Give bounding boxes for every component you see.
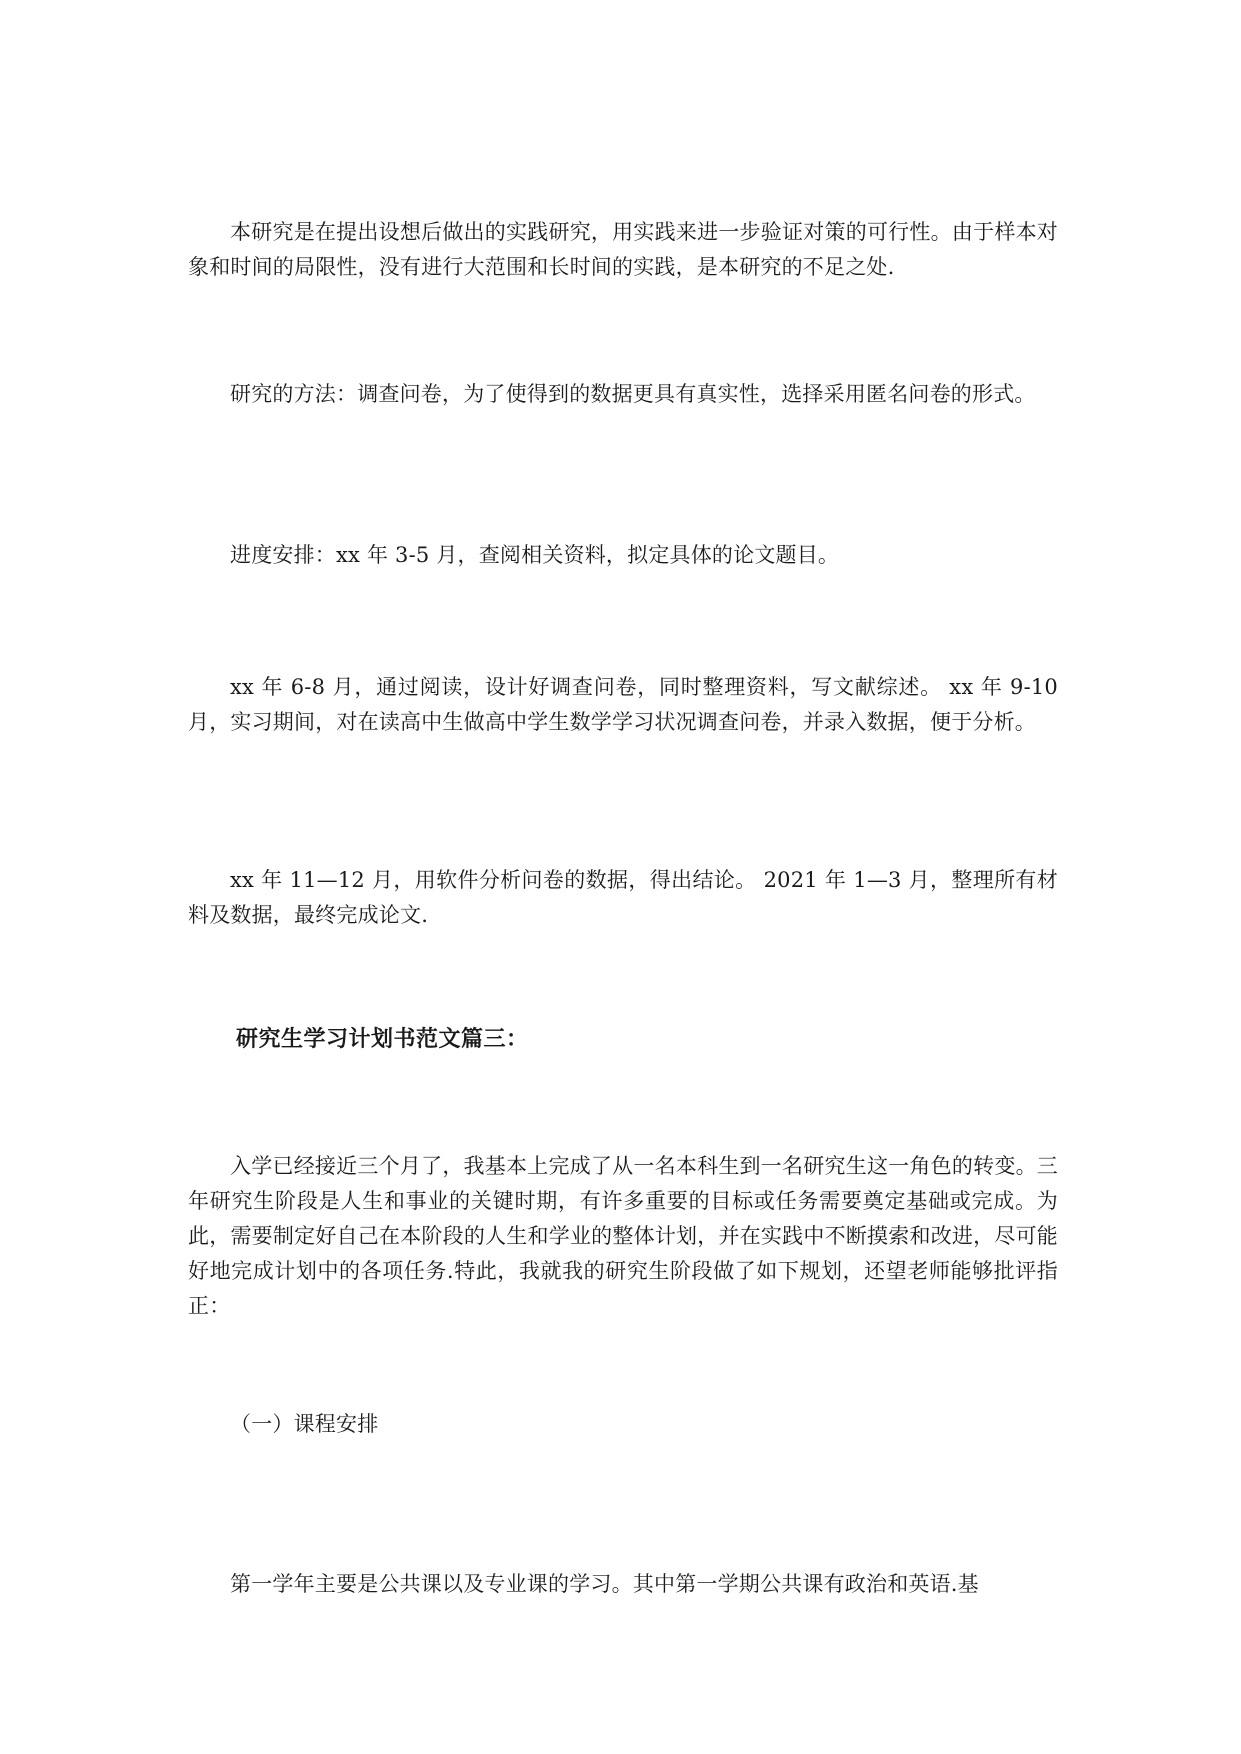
paragraph-first-year-courses: 第一学年主要是公共课以及专业课的学习。其中第一学期公共课有政治和英语.基 <box>230 1572 979 1596</box>
section-title: 研究生学习计划书范文篇三： <box>236 1027 529 1052</box>
paragraph-schedule-mid: xx 年 6-8 月，通过阅读，设计好调查问卷，同时整理资料，写文献综述。 xx 年 9-10 月，实习期间，对在读高中生做高中学生数学学习状况调查问卷，并录入数据，便于分析。 <box>188 675 1058 734</box>
paragraph-research-limitations: 本研究是在提出设想后做出的实践研究，用实践来进一步验证对策的可行性。由于样本对象和时间的局限性，没有进行大范围和长时间的实践，是本研究的不足之处. <box>188 220 1058 279</box>
subheading-course-arrangement: （一）课程安排 <box>230 1412 379 1436</box>
paragraph-research-method: 研究的方法：调查问卷，为了使得到的数据更具有真实性，选择采用匿名问卷的形式。 <box>230 382 1036 406</box>
paragraph-study-plan-intro: 入学已经接近三个月了，我基本上完成了从一名本科生到一名研究生这一角色的转变。三年研究生阶段是人生和事业的关键时期，有许多重要的目标或任务需要奠定基础或完成。为此，需要制定好自己在本阶段的人生和学业的整体计划，并在实践中不断摸索和改进，尽可能好地完成计划中的各项任务.特此，我就我的研究生阶段做了如下规划，还望老师能够批评指正： <box>188 1154 1058 1318</box>
paragraph-schedule-end: xx 年 11—12 月，用软件分析问卷的数据，得出结论。 2021 年 1—3 月，整理所有材料及数据，最终完成论文. <box>188 868 1058 927</box>
paragraph-schedule-intro: 进度安排：xx 年 3-5 月，查阅相关资料，拟定具体的论文题目。 <box>230 543 840 567</box>
